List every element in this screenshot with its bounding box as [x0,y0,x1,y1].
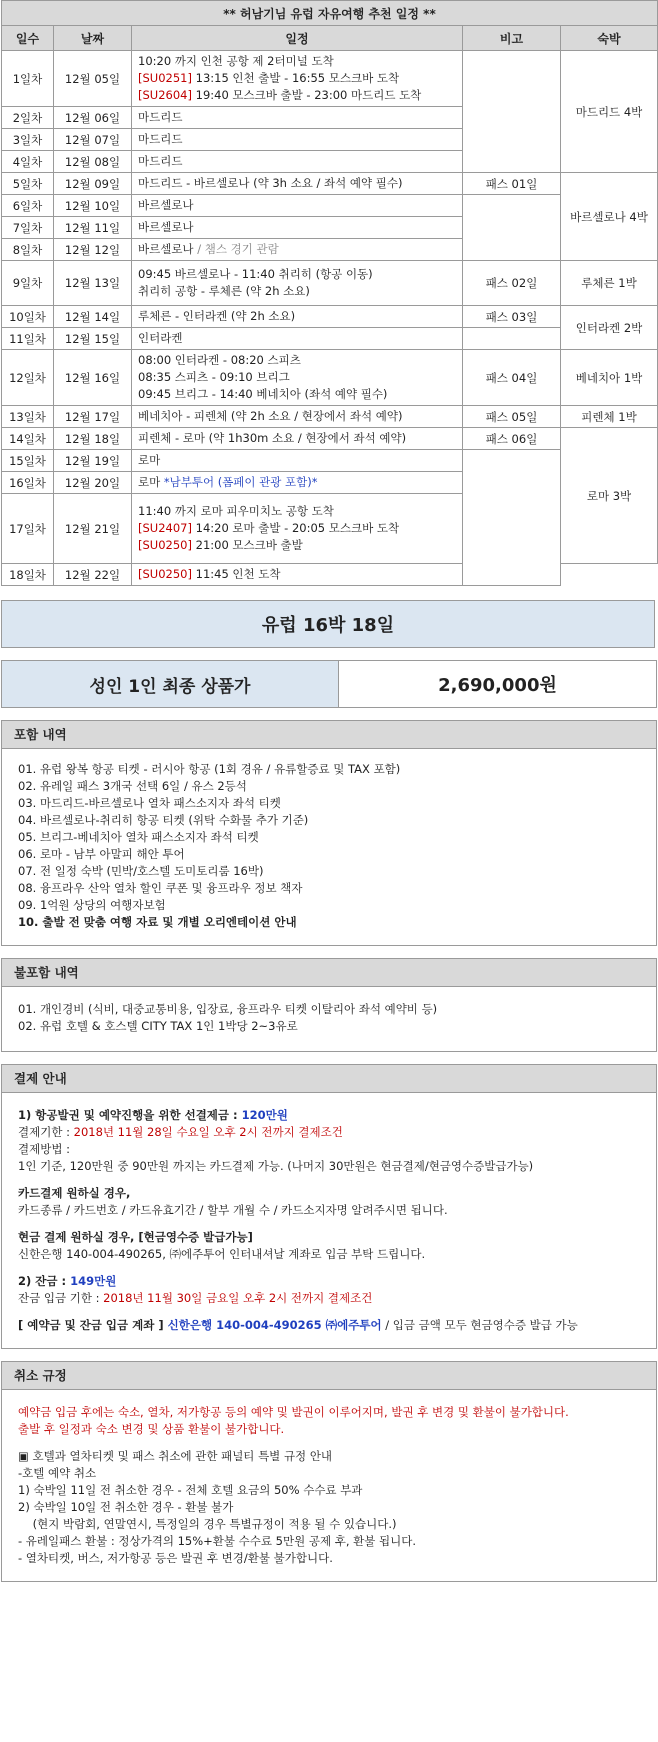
list-item: 02. 유럽 호텔 & 호스텔 CITY TAX 1인 1박당 2~3유로 [18,1019,298,1033]
day-cell: 5일차 [2,173,54,195]
header-note: 비고 [463,26,561,51]
schedule-cell: 마드리드 [132,129,463,151]
schedule-cell: 08:00 인터라켄 - 08:20 스피츠 08:35 스피츠 - 09:10 브리그 09:45 브리그 - 14:40 베네치아 (좌석 예약 필수) [132,350,463,406]
day-cell: 6일차 [2,195,54,217]
trip-banner: 유럽 16박 18일 [1,600,655,648]
schedule-cell: 인터라켄 [132,328,463,350]
schedule-row [2,306,658,328]
date-cell: 12월 19일 [54,450,132,472]
date-cell: 12월 17일 [54,406,132,428]
list-item: - 유레일패스 환불 : 정상가격의 15%+환불 수수료 5만원 공제 후, 환불 됩니다. [18,1534,416,1548]
schedule-cell: 마드리드 [132,151,463,173]
schedule-row [2,406,658,428]
schedule-row [2,195,658,217]
stay-cell: 베네치아 1박 [561,350,658,406]
payment-account-line: [ 예약금 및 잔금 입금 계좌 ] 신한은행 140-004-490265 ㈜에주투어 / 입금 금액 모두 현금영수증 발급 가능 [18,1318,578,1332]
header-day: 일수 [2,26,54,51]
day-cell: 17일차 [2,494,54,564]
date-cell: 12월 21일 [54,494,132,564]
day-cell: 1일차 [2,51,54,107]
stay-cell: 마드리드 4박 [561,51,658,173]
list-item: 04. 바르셀로나-취리히 항공 티켓 (위탁 수화물 추가 기준) [18,813,309,827]
schedule-cell: [SU0250] 11:45 인천 도착 [132,564,463,586]
stay-cell: 바르셀로나 4박 [561,173,658,261]
included-section [1,720,657,946]
date-cell: 12월 12일 [54,239,132,261]
price-box [1,660,657,708]
included-title: 포함 내역 [2,721,656,749]
schedule-cell: 바르셀로나 [132,217,463,239]
header-stay: 숙박 [561,26,658,51]
date-cell: 12월 07일 [54,129,132,151]
schedule-cell: 바르셀로나 / 챔스 경기 관람 [132,239,463,261]
date-cell: 12월 14일 [54,306,132,328]
day-cell: 14일차 [2,428,54,450]
list-item: 06. 로마 - 남부 아말피 해안 투어 [18,847,185,861]
list-item: 02. 유레일 패스 3개국 선택 6일 / 유스 2등석 [18,779,247,793]
date-cell: 12월 08일 [54,151,132,173]
cancel-title: 취소 규정 [2,1362,656,1390]
payment-line: 카드종류 / 카드번호 / 카드유효기간 / 할부 개월 수 / 카드소지자명 알려주시면 됩니다. [18,1203,448,1217]
note-cell: 패스 03일 [463,306,561,328]
date-cell: 12월 09일 [54,173,132,195]
list-item: 1) 숙박일 11일 전 취소한 경우 - 전체 호텔 요금의 50% 수수료 부과 [18,1483,363,1497]
list-item: 05. 브리그-베네치아 열차 패스소지자 좌석 티켓 [18,830,259,844]
day-cell: 8일차 [2,239,54,261]
date-cell: 12월 18일 [54,428,132,450]
schedule-row [2,428,658,450]
day-cell: 16일차 [2,472,54,494]
day-cell: 18일차 [2,564,54,586]
schedule-cell: 마드리드 [132,107,463,129]
note-cell [463,450,561,586]
date-cell: 12월 16일 [54,350,132,406]
cancel-warning: 출발 후 일정과 숙소 변경 및 상품 환불이 불가합니다. [18,1422,285,1436]
schedule-row [2,51,658,107]
note-cell [463,51,561,173]
schedule-row [2,350,658,406]
list-item: 08. 융프라우 산악 열차 할인 쿠폰 및 융프라우 정보 책자 [18,881,303,895]
schedule-cell: 10:20 까지 인천 공항 제 2터미널 도착 [SU0251] 13:15 인천 출발 - 16:55 모스크바 도착 [SU2604] 19:40 모스크바 출발 - 23:00 마드리드 도착 [132,51,463,107]
payment-section [1,1064,657,1349]
schedule-cell: 09:45 바르셀로나 - 11:40 취리히 (항공 이동) 취리히 공항 - 루체른 (약 2h 소요) [132,261,463,306]
list-item: 03. 마드리드-바르셀로나 열차 패스소지자 좌석 티켓 [18,796,281,810]
list-item: 09. 1억원 상당의 여행자보험 [18,898,166,912]
note-cell: 패스 01일 [463,173,561,195]
schedule-cell: 루체른 - 인터라켄 (약 2h 소요) [132,306,463,328]
excluded-section [1,958,657,1052]
stay-cell: 피렌체 1박 [561,406,658,428]
schedule-row [2,261,658,306]
list-item: (현지 박람회, 연말연시, 특정일의 경우 특별규정이 적용 될 수 있습니다.) [18,1517,397,1531]
day-cell: 10일차 [2,306,54,328]
date-cell: 12월 05일 [54,51,132,107]
schedule-cell: 베네치아 - 피렌체 (약 2h 소요 / 현장에서 좌석 예약) [132,406,463,428]
cancel-warning: 예약금 입금 후에는 숙소, 열차, 저가항공 등의 예약 및 발권이 이루어지며, 발권 후 변경 및 환불이 불가합니다. [18,1405,569,1419]
day-cell: 3일차 [2,129,54,151]
stay-cell: 인터라켄 2박 [561,306,658,350]
list-item: 01. 개인경비 (식비, 대중교통비용, 입장료, 융프라우 티켓 이탈리아 좌석 예약비 등) [18,1002,438,1016]
schedule-row [2,450,658,472]
list-item: 2) 숙박일 10일 전 취소한 경우 - 환불 불가 [18,1500,234,1514]
schedule-cell: 로마 *남부투어 (폼페이 관광 포함)* [132,472,463,494]
note-cell: 패스 04일 [463,350,561,406]
header-date: 날짜 [54,26,132,51]
note-cell [463,328,561,350]
day-cell: 4일차 [2,151,54,173]
day-cell: 7일차 [2,217,54,239]
schedule-table [1,0,658,586]
schedule-cell: 마드리드 - 바르셀로나 (약 3h 소요 / 좌석 예약 필수) [132,173,463,195]
stay-cell: 로마 3박 [561,428,658,564]
stay-cell: 루체른 1박 [561,261,658,306]
day-cell: 2일차 [2,107,54,129]
payment-line: 1) 항공발권 및 예약진행을 위한 선결제금 : 120만원 [18,1108,288,1122]
schedule-cell: 11:40 까지 로마 피우미치노 공항 도착 [SU2407] 14:20 로마 출발 - 20:05 모스크바 도착 [SU0250] 21:00 모스크바 출발 [132,494,463,564]
day-cell: 12일차 [2,350,54,406]
schedule-row [2,328,658,350]
payment-line: 2) 잔금 : 149만원 [18,1274,117,1288]
schedule-title: ** 허남기님 유럽 자유여행 추천 일정 ** [2,1,658,26]
cancel-section [1,1361,657,1582]
payment-title: 결제 안내 [2,1065,656,1093]
payment-line: 카드결제 원하실 경우, [18,1186,131,1200]
payment-line: 신한은행 140-004-490265, ㈜에주투어 인터내셔날 계좌로 입금 부탁 드립니다. [18,1247,426,1261]
day-cell: 15일차 [2,450,54,472]
schedule-row [2,173,658,195]
price-value: 2,690,000원 [438,675,557,696]
list-item: 10. 출발 전 맞춤 여행 자료 및 개별 오리엔테이션 안내 [18,915,297,929]
schedule-cell: 피렌체 - 로마 (약 1h30m 소요 / 현장에서 좌석 예약) [132,428,463,450]
list-item: - 열차티켓, 버스, 저가항공 등은 발권 후 변경/환불 불가합니다. [18,1551,333,1565]
date-cell: 12월 10일 [54,195,132,217]
note-cell: 패스 05일 [463,406,561,428]
header-schedule: 일정 [132,26,463,51]
payment-line: 1인 기준, 120만원 중 90만원 까지는 카드결제 가능. (나머지 30만원은 현금결제/현금영수증발급가능) [18,1159,534,1173]
date-cell: 12월 11일 [54,217,132,239]
date-cell: 12월 22일 [54,564,132,586]
payment-line: 결제방법 : [18,1142,70,1156]
schedule-cell: 로마 [132,450,463,472]
date-cell: 12월 15일 [54,328,132,350]
day-cell: 11일차 [2,328,54,350]
list-item: 07. 전 일정 숙박 (민박/호스텔 도미토리룸 16박) [18,864,264,878]
day-cell: 9일차 [2,261,54,306]
note-cell: 패스 06일 [463,428,561,450]
list-item: -호텔 예약 취소 [18,1466,97,1480]
payment-line: 결제기한 : 2018년 11월 28일 수요일 오후 2시 전까지 결제조건 [18,1125,343,1139]
schedule-cell: 바르셀로나 [132,195,463,217]
list-item: 01. 유럽 왕복 항공 티켓 - 러시아 항공 (1회 경유 / 유류할증료 및 TAX 포함) [18,762,401,776]
payment-line: 잔금 입금 기한 : 2018년 11월 30일 금요일 오후 2시 전까지 결제조건 [18,1291,373,1305]
payment-line: 현금 결제 원하실 경우, [현금영수증 발급가능] [18,1230,253,1244]
date-cell: 12월 06일 [54,107,132,129]
date-cell: 12월 20일 [54,472,132,494]
excluded-title: 불포함 내역 [2,959,656,987]
date-cell: 12월 13일 [54,261,132,306]
day-cell: 13일차 [2,406,54,428]
price-label: 성인 1인 최종 상품가 [2,661,339,707]
list-item: ▣ 호텔과 열차티켓 및 패스 취소에 관한 패널티 특별 규정 안내 [18,1449,333,1463]
note-cell [463,195,561,261]
note-cell: 패스 02일 [463,261,561,306]
